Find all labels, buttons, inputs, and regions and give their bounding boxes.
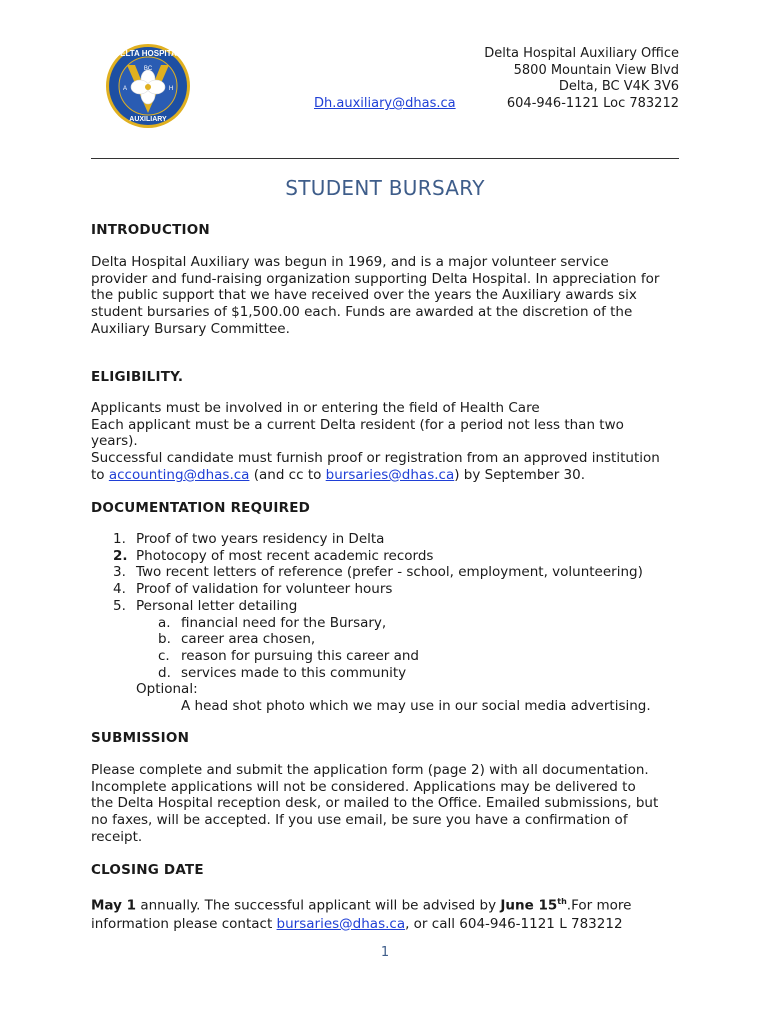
list-number: c. (158, 647, 170, 664)
list-text: reason for pursuing this career and (181, 647, 419, 664)
list-number: 5. (113, 597, 126, 614)
text-line: Please complete and submit the application form (page 2) with all documentation. (91, 762, 649, 778)
address-line: Delta Hospital Auxiliary Office (484, 46, 679, 61)
text-segment: , or call 604-946-1121 L 783212 (405, 915, 623, 932)
text-line: no faxes, will be accepted. If you use email, be sure you have a confirmation of (91, 812, 628, 829)
text-line: Applicants must be involved in or entering the field of Health Care (91, 400, 540, 416)
text-line (91, 893, 691, 915)
text-line: Auxiliary Bursary Committee. (91, 320, 290, 337)
logo-bottom-text: AUXILIARY (129, 116, 167, 123)
list-item (113, 581, 651, 598)
text-line (91, 915, 691, 933)
eligibility-paragraph (91, 400, 691, 484)
text-line: receipt. (91, 828, 143, 845)
text-segment: ) by September 30. (454, 466, 586, 483)
header-divider (91, 158, 679, 159)
sub-list-item (113, 648, 651, 665)
text-segment: to (91, 466, 109, 483)
address-line: Delta, BC V4K 3V6 (558, 79, 679, 94)
advise-date: June 15 (500, 897, 558, 914)
list-text: career area chosen, (181, 631, 316, 648)
office-phone: 604-946-1121 Loc 783212 (506, 95, 679, 111)
list-number: 1. (113, 531, 126, 547)
closing-date: May 1 (91, 897, 137, 914)
list-number: 4. (113, 581, 126, 598)
text-segment: information please contact (91, 915, 277, 932)
intro-paragraph (91, 254, 691, 338)
address-line: 5800 Mountain View Blvd (513, 62, 679, 78)
sub-list-item (113, 631, 651, 648)
list-number: d. (158, 664, 171, 681)
text-line: Incomplete applications will not be considered. Applications may be delivered to (91, 778, 636, 795)
list-text: services made to this community (181, 664, 407, 681)
eligibility-heading: ELIGIBILITY. (91, 369, 184, 385)
text-segment: annually. The successful applicant will be advised by (136, 897, 501, 914)
text-line: provider and fund-raising organization supporting Delta Hospital. In appreciation for (91, 270, 660, 287)
text-line: Each applicant must be a current Delta resident (for a period not less than two (91, 416, 624, 433)
list-item (113, 548, 651, 565)
list-item (113, 531, 651, 548)
documentation-list (113, 531, 651, 715)
list-text: Two recent letters of reference (prefer - school, employment, volunteering) (136, 564, 643, 581)
list-text: financial need for the Bursary, (181, 614, 387, 631)
text-line: Successful candidate must furnish proof or registration from an approved institution (91, 450, 660, 467)
optional-text: A head shot photo which we may use in our social media advertising. (181, 698, 651, 715)
sub-list-item (113, 665, 651, 682)
submission-heading: SUBMISSION (91, 730, 190, 746)
submission-paragraph (91, 762, 691, 846)
closing-paragraph (91, 893, 691, 933)
list-text: Photocopy of most recent academic records (136, 547, 434, 564)
list-number: 3. (113, 564, 126, 581)
text-line: the Delta Hospital reception desk, or mailed to the Office. Emailed submissions, but (91, 795, 659, 812)
text-line: years). (91, 433, 138, 450)
logo-top-text: DELTA HOSPITAL (114, 49, 182, 58)
sub-list-item (113, 615, 651, 632)
auxiliary-logo (105, 43, 191, 129)
text-line: the public support that we have received over the years the Auxiliary awards six (91, 287, 637, 304)
bursaries-contact-link[interactable]: bursaries@dhas.ca (276, 915, 406, 932)
closing-heading: CLOSING DATE (91, 862, 204, 878)
list-item (113, 598, 651, 615)
text-line: Delta Hospital Auxiliary was begun in 1969, and is a major volunteer service (91, 254, 609, 270)
text-line (91, 467, 691, 484)
accounting-email-link[interactable]: accounting@dhas.ca (108, 466, 250, 483)
page-title: STUDENT BURSARY (285, 176, 485, 200)
page-number: 1 (380, 945, 390, 960)
bursaries-email-link[interactable]: bursaries@dhas.ca (325, 466, 455, 483)
optional-label: Optional: (136, 681, 198, 698)
office-email-link[interactable]: Dh.auxiliary@dhas.ca (314, 96, 456, 111)
intro-heading: INTRODUCTION (91, 222, 210, 238)
logo-a-text: A (122, 86, 128, 92)
text-line: student bursaries of $1,500.00 each. Funds are awarded at the discretion of the (91, 304, 633, 321)
list-text: Personal letter detailing (136, 597, 298, 614)
list-item (113, 564, 651, 581)
list-number: 2. (113, 547, 128, 564)
documentation-heading: DOCUMENTATION REQUIRED (91, 500, 311, 516)
date-suffix: th (557, 897, 567, 906)
list-number: b. (158, 631, 171, 648)
text-segment: (and cc to (249, 466, 326, 483)
logo-bc-text: BC (143, 66, 153, 72)
logo-h-text: H (168, 86, 174, 92)
text-segment: .For more (566, 897, 632, 914)
list-text: Proof of validation for volunteer hours (136, 581, 393, 598)
list-text: Proof of two years residency in Delta (136, 531, 385, 547)
list-number: a. (158, 614, 171, 631)
